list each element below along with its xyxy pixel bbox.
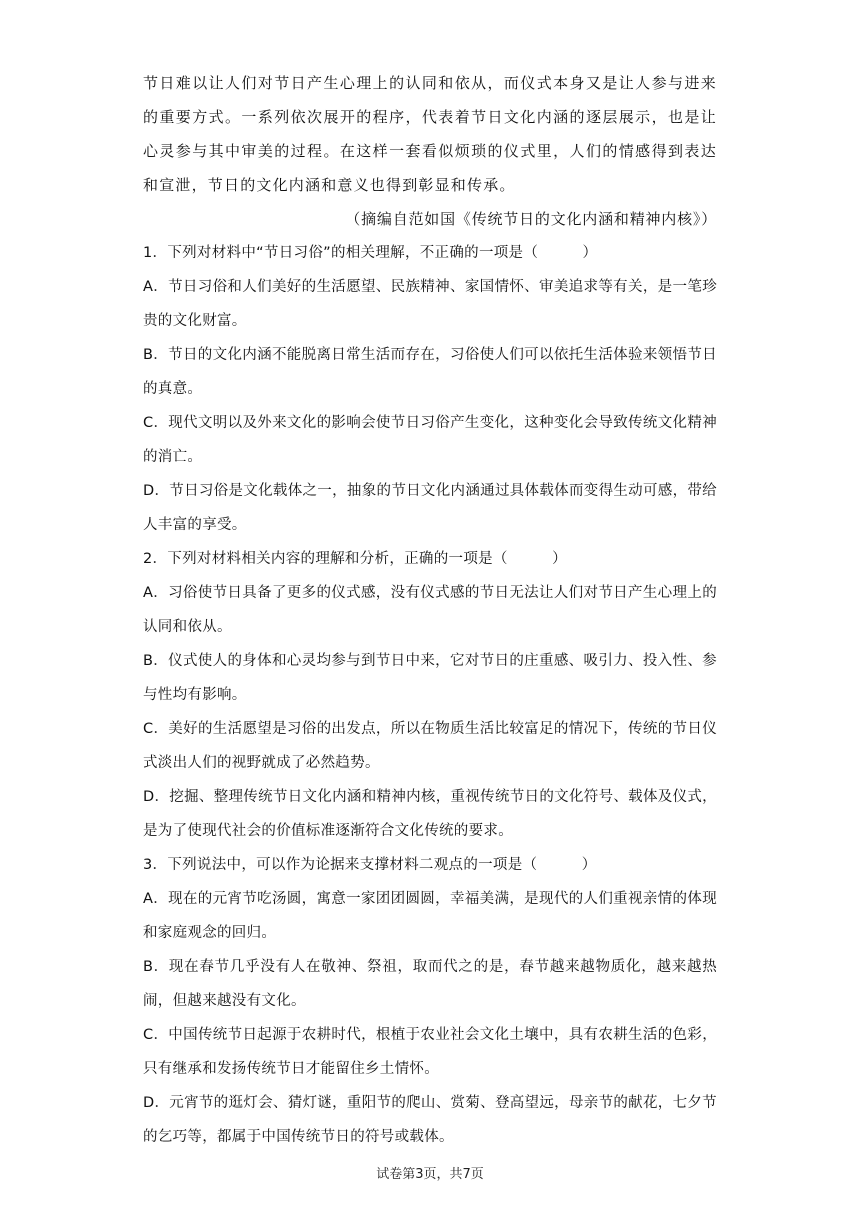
option-d: D．元宵节的逛灯会、猜灯谜，重阳节的爬山、赏菊、登高望远，母亲节的献花，七夕节的乞巧等，都属于中国传统节日的符号或载体。	[143, 1095, 717, 1145]
option-d: D．挖掘、整理传统节日文化内涵和精神内核，重视传统节日的文化符号、载体及仪式，是为了使现代社会的价值标准逐渐符合文化传统的要求。	[143, 789, 717, 839]
option-b: B．仪式使人的身体和心灵均参与到节日中来，它对节日的庄重感、吸引力、投入性、参与性均有影响。	[143, 653, 717, 703]
question-stem: 1．下列对材料中“节日习俗”的相关理解，不正确的一项是（ ）	[143, 245, 598, 261]
option-b: B．节日的文化内涵不能脱离日常生活而存在，习俗使人们可以依托生活体验来领悟节日的真意。	[143, 347, 717, 397]
question-1	[143, 236, 717, 542]
page-footer: 试卷第3页，共7页	[376, 1167, 484, 1182]
exam-page	[143, 66, 717, 1154]
option-c: C．现代文明以及外来文化的影响会使节日习俗产生变化，这种变化会导致传统文化精神的消亡。	[143, 415, 717, 465]
option-b: B．现在春节几乎没有人在敬神、祭祖，取而代之的是，春节越来越物质化，越来越热闹，但越来越没有文化。	[143, 959, 717, 1009]
question-stem: 3．下列说法中，可以作为论据来支撑材料二观点的一项是（ ）	[143, 857, 597, 873]
option-a: A．习俗使节日具备了更多的仪式感，没有仪式感的节日无法让人们对节日产生心理上的认同和依从。	[143, 585, 717, 635]
question-stem: 2．下列对材料相关内容的理解和分析，正确的一项是（ ）	[143, 551, 567, 567]
option-a: A．现在的元宵节吃汤圆，寓意一家团团圆圆，幸福美满，是现代的人们重视亲情的体现和家庭观念的回归。	[143, 891, 717, 941]
option-c: C．中国传统节日起源于农耕时代，根植于农业社会文化土壤中，具有农耕生活的色彩，只有继承和发扬传统节日才能留住乡土情怀。	[143, 1027, 717, 1077]
passage-source: （摘编自范如国《传统节日的文化内涵和精神内核》）	[345, 210, 717, 228]
passage-paragraph: 节日难以让人们对节日产生心理上的认同和依从，而仪式本身又是让人参与进来的重要方式。一系列依次展开的程序，代表着节日文化内涵的逐层展示，也是让心灵参与其中审美的过程。在这样一套看似烦琐的仪式里，人们的情感得到表达和宣泄，节日的文化内涵和意义也得到彰显和传承。	[143, 74, 717, 194]
question-3	[143, 848, 717, 1154]
option-d: D．节日习俗是文化载体之一，抽象的节日文化内涵通过具体载体而变得生动可感，带给人丰富的享受。	[143, 483, 717, 533]
option-a: A．节日习俗和人们美好的生活愿望、民族精神、家国情怀、审美追求等有关，是一笔珍贵的文化财富。	[143, 279, 717, 329]
option-c: C．美好的生活愿望是习俗的出发点，所以在物质生活比较富足的情况下，传统的节日仪式淡出人们的视野就成了必然趋势。	[143, 721, 717, 771]
question-2	[143, 542, 717, 848]
